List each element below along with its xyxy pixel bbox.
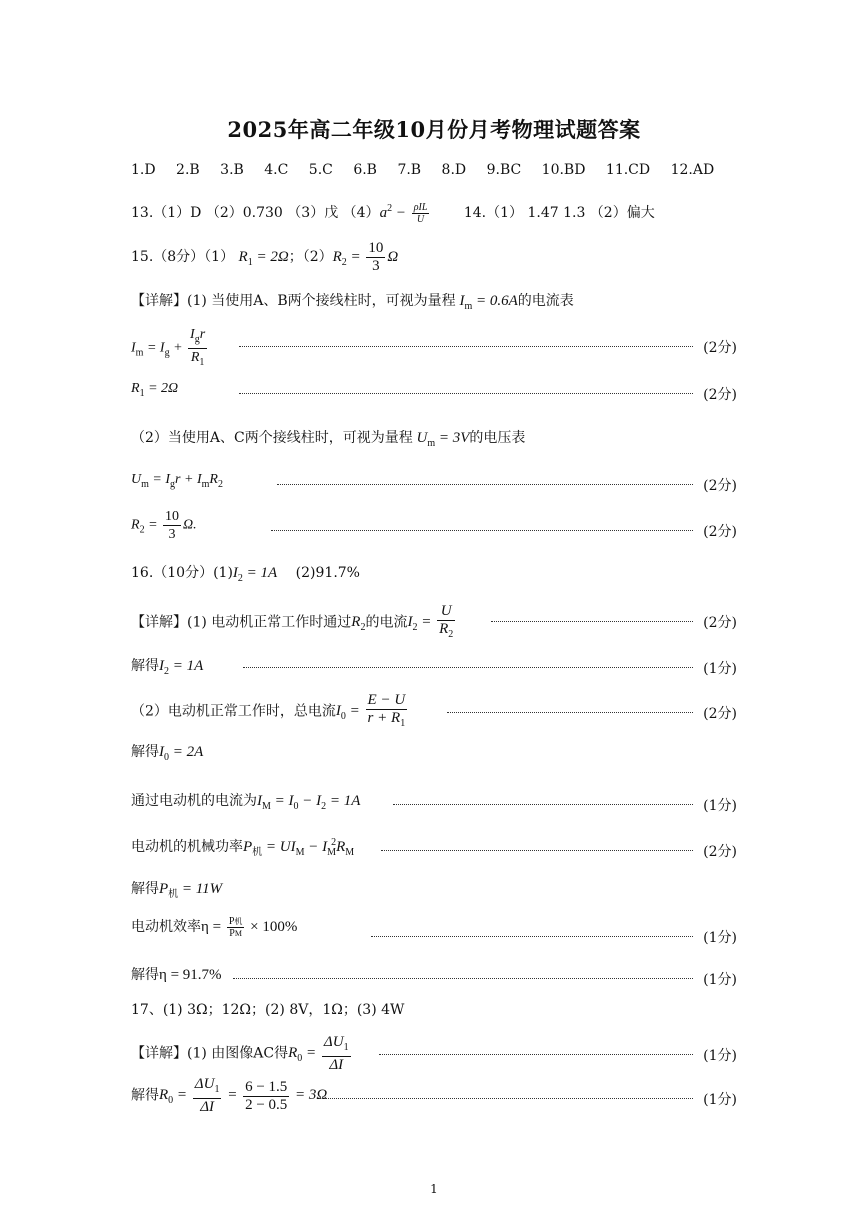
leader-dots (319, 1098, 693, 1099)
mc-answer: 8.D (441, 162, 467, 178)
q15-label-mid: ；（2） (288, 248, 333, 265)
q16-l3-text: （2）电动机正常工作时，总电流 (131, 703, 336, 720)
q16-step-9 (131, 962, 737, 992)
q15-im-formula: $I_m = 0.6A$ (459, 293, 518, 312)
points-label: (1分) (703, 930, 737, 946)
q16-step-2 (131, 651, 737, 681)
q16-eq-pmech: 电动机的机械功率$P_机 = UI_M - I_M^2R_M$ (131, 837, 355, 858)
points-label: (1分) (703, 972, 737, 988)
solve-label: 解得 (131, 744, 159, 760)
q16-solve-pmech: 解得$P_机 = 11W$ (131, 881, 223, 900)
q13-formula: $a^2$ − $\frac{\text{ρIL}}{U}$ (379, 202, 428, 226)
q13-answers: 13.（1）D （2）0.730 （3）戊 （4） (131, 205, 380, 221)
leader-dots (233, 978, 693, 979)
mc-answer: 9.BC (486, 162, 522, 178)
q17-step-1 (131, 1034, 737, 1073)
q16-eq-im: 通过电动机的电流为$I_M = I_0 - I_2 = 1A$ (131, 793, 361, 812)
q17-header: 17、(1) 3Ω；12Ω；(2) 8V，1Ω；(3) 4W (131, 1002, 405, 1018)
leader-dots (271, 530, 693, 531)
q15-eq-um: $U_m = I_gr + I_mR_2$ (131, 472, 223, 490)
q15-eq-im: $I_m = I_g$ + $\frac{I_gr}{R_1}$ (131, 327, 206, 368)
points-label: (2分) (703, 615, 737, 631)
page-title: 2025年高二年级10月份月考物理试题答案 (227, 117, 641, 142)
q16-solve-i2: 解得$I_2 = 1A$ (131, 658, 204, 677)
q16-l5-text: 通过电动机的电流为 (131, 793, 257, 809)
points-label: (2分) (703, 706, 737, 722)
q16-step-5 (131, 788, 737, 818)
q16-i2-result: $I_2 = 1A$ (232, 565, 278, 584)
q15-detail-2-text: （2）当使用A、C两个接线柱时，可视为量程 (131, 430, 413, 446)
leader-dots (393, 804, 693, 805)
solve-label: 解得 (131, 881, 159, 897)
points-label: (2分) (703, 524, 737, 540)
leader-dots (381, 850, 693, 851)
mc-answer: 2.B (176, 162, 200, 178)
leader-dots (447, 712, 693, 713)
q16-l6-text: 电动机的机械功率 (131, 839, 243, 855)
leader-dots (239, 346, 693, 347)
solve-label: 解得 (131, 658, 159, 674)
q16-header (131, 563, 737, 589)
q15-step-4 (131, 509, 737, 544)
q15-eq-r2: $R_2$ = $\frac{10}{3}$ Ω. (131, 509, 197, 542)
mc-answer: 11.CD (605, 162, 651, 178)
points-label: (2分) (703, 478, 737, 494)
q15-r1-result: $R_1 = 2\Omega$ (238, 248, 289, 268)
q17-l1-text: 【详解】(1) 由图像AC得 (131, 1045, 289, 1062)
q15-step-3 (131, 468, 737, 498)
q16-label-tail: (2)91.7% (295, 565, 360, 581)
leader-dots (239, 393, 693, 394)
points-label: (1分) (703, 1092, 737, 1108)
leader-dots (277, 484, 693, 485)
mc-answer: 4.C (264, 162, 289, 178)
q16-solve-i0: 解得$I_0 = 2A$ (131, 744, 204, 763)
q15-r2-result: $R_2$ = $\frac{10}{3}$ Ω (332, 240, 399, 274)
q17-solve-r0: 解得$R_0$ = $\frac{\Delta U_1}{\Delta I}$ = $\frac{6 - 1.5}{2 - 0.5}$ = 3Ω (131, 1076, 328, 1115)
mc-answer: 5.C (308, 162, 333, 178)
q17-eq-r0: 【详解】(1) 由图像AC得$R_0$ = $\frac{\Delta U_1}{\Delta I}$ (131, 1034, 349, 1073)
q16-step-8 (131, 916, 737, 950)
q16-step-6 (131, 834, 737, 864)
q17-step-2 (131, 1076, 737, 1115)
q16-l1b-text: 的电流 (365, 614, 408, 631)
mc-answer: 10.BD (541, 162, 586, 178)
mc-answer: 7.B (397, 162, 422, 178)
q15-detail-1-tail: 的电流表 (517, 293, 574, 309)
q16-solve-eta: 解得η = 91.7% (131, 967, 222, 983)
q15-step-2 (131, 377, 737, 407)
leader-dots (379, 1054, 693, 1055)
q16-step-1 (131, 603, 737, 640)
q16-l1-text: 【详解】(1) 电动机正常工作时通过 (131, 614, 352, 631)
q15-eq-r1: $R_1 = 2\Omega$ (131, 381, 179, 399)
points-label: (2分) (703, 387, 737, 403)
q15-detail-1 (131, 291, 737, 317)
q16-l8-text: 电动机效率 (131, 919, 201, 935)
points-label: (2分) (703, 340, 737, 356)
q15-step-1 (131, 327, 737, 368)
q16-step-3 (131, 692, 737, 729)
solve-label: 解得 (131, 967, 159, 983)
mc-answers-line (131, 160, 737, 180)
solve-label: 解得 (131, 1087, 159, 1104)
q13-q14-line (131, 199, 737, 225)
page-number: 1 (430, 1182, 438, 1196)
q15-header (131, 240, 737, 274)
q16-eq-eta: 电动机效率η = $\frac{\text{P机}}{PM}$ × 100% (131, 916, 298, 940)
points-label: (1分) (703, 661, 737, 677)
leader-dots (491, 621, 693, 622)
q15-detail-1-text: 【详解】(1) 当使用A、B两个接线柱时，可视为量程 (131, 293, 456, 309)
q16-eq-i0: （2）电动机正常工作时，总电流$I_0$ = $\frac{E - U}{r + R_1}$ (131, 692, 406, 729)
mc-answer: 6.B (353, 162, 377, 178)
q16-label: 16.（10分）(1) (131, 565, 233, 581)
q15-detail-2-tail: 的电压表 (469, 430, 526, 446)
points-label: (1分) (703, 1048, 737, 1064)
mc-answer: 12.AD (670, 162, 715, 178)
q15-detail-2 (131, 428, 737, 454)
q15-label: 15.（8分）（1） (131, 248, 235, 265)
q16-eq-i2: 【详解】(1) 电动机正常工作时通过$R_2$的电流$I_2$ = $\frac{U}{R_2}$ (131, 603, 454, 640)
q14-answers: 14.（1） 1.47 1.3 （2）偏大 (463, 205, 655, 221)
mc-answer: 3.B (220, 162, 244, 178)
points-label: (1分) (703, 798, 737, 814)
leader-dots (243, 667, 693, 668)
points-label: (2分) (703, 844, 737, 860)
q15-um-formula: $U_m = 3V$ (416, 430, 470, 449)
leader-dots (371, 936, 693, 937)
mc-answer: 1.D (131, 162, 156, 178)
